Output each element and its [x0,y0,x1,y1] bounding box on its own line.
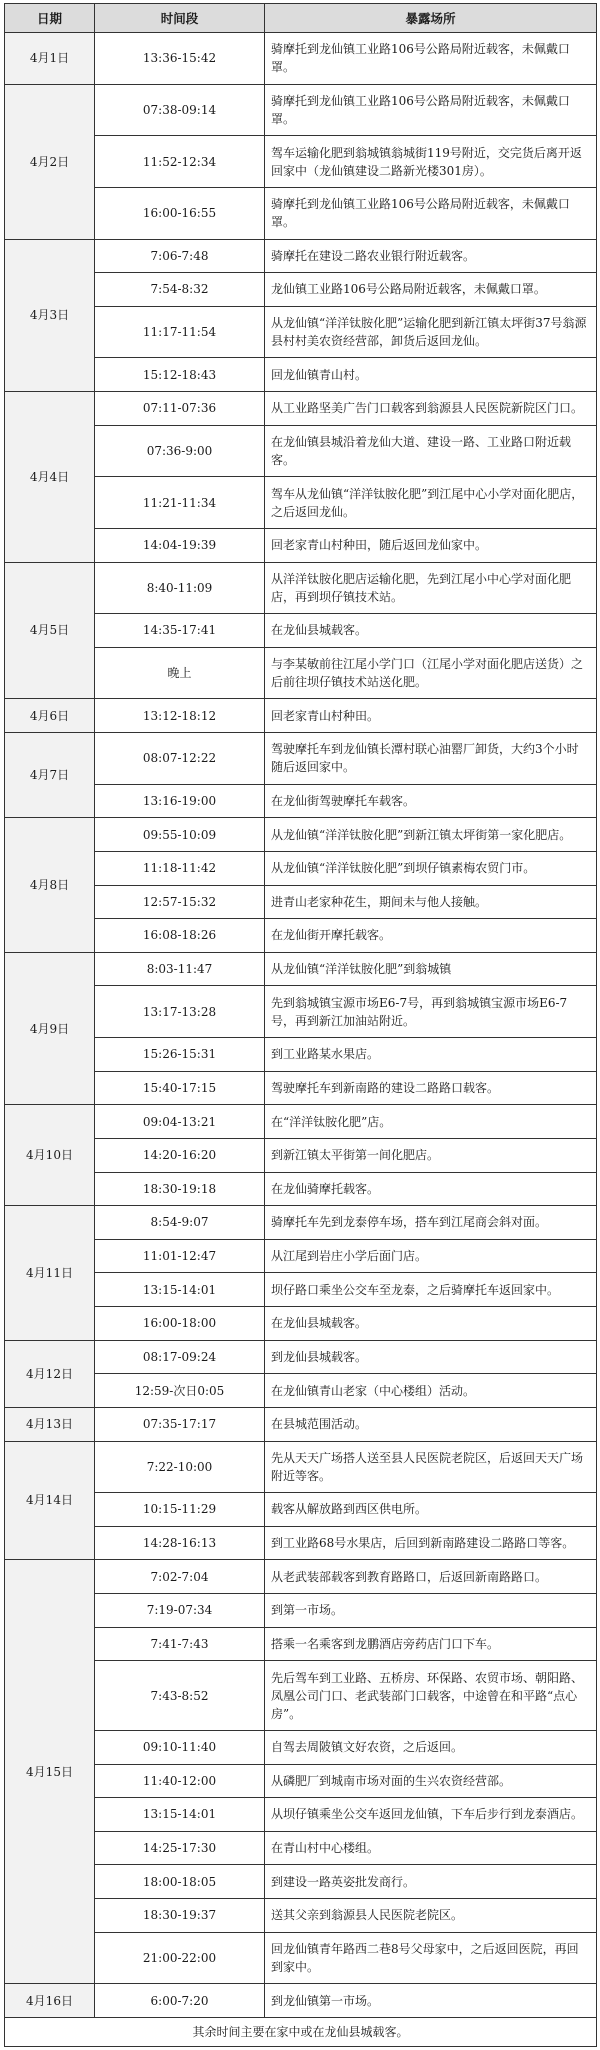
time-cell: 10:15-11:29 [95,1493,265,1527]
place-cell: 驾车运输化肥到翁城镇翁城街119号附近，交完货后离开返回家中（龙仙镇建设二路新光楼301房）。 [265,136,597,188]
table-row [5,1984,597,2018]
time-cell: 7:19-07:34 [95,1594,265,1628]
place-cell: 骑摩托到龙仙镇工业路106号公路局附近载客，未佩戴口罩。 [265,187,597,239]
date-cell: 4月9日 [5,952,95,1105]
place-cell: 驾驶摩托车到新南路的建设二路路口载客。 [265,1071,597,1105]
table-row [5,33,597,85]
header-time: 时间段 [95,4,265,33]
time-cell: 11:21-11:34 [95,477,265,529]
time-cell: 11:18-11:42 [95,851,265,885]
time-cell: 15:40-17:15 [95,1071,265,1105]
time-cell: 15:26-15:31 [95,1038,265,1072]
date-cell: 4月16日 [5,1984,95,2018]
time-cell: 15:12-18:43 [95,358,265,392]
place-cell: 载客从解放路到西区供电所。 [265,1493,597,1527]
time-cell: 09:04-13:21 [95,1105,265,1139]
place-cell: 驾驶摩托车到龙仙镇长潭村联心油罂厂卸货，大约3个小时随后返回家中。 [265,733,597,785]
place-cell: 驾车从龙仙镇“洋洋钛胺化肥”到江尾中心小学对面化肥店，之后返回龙仙。 [265,477,597,529]
header-row [5,4,597,33]
time-cell: 7:41-7:43 [95,1627,265,1661]
time-cell: 07:36-9:00 [95,425,265,477]
date-cell: 4月2日 [5,84,95,239]
footer-row [5,2017,597,2046]
time-cell: 14:35-17:41 [95,614,265,648]
time-cell: 07:38-09:14 [95,84,265,136]
place-cell: 从洋洋钛胺化肥店运输化肥，先到江尾小中心学对面化肥店，再到坝仔镇技术站。 [265,562,597,614]
date-cell: 4月13日 [5,1407,95,1441]
table-row [5,699,597,733]
place-cell: 搭乘一名乘客到龙鹏酒店旁药店门口下车。 [265,1627,597,1661]
table-row [5,562,597,614]
place-cell: 到工业路68号水果店，后回到新南路建设二路路口等客。 [265,1526,597,1560]
place-cell: 到新江镇太平街第一间化肥店。 [265,1138,597,1172]
place-cell: 从龙仙镇“洋洋钛胺化肥”到新江镇太坪街第一家化肥店。 [265,818,597,852]
place-cell: 从龙仙镇“洋洋钛胺化肥”到坝仔镇素梅农贸门市。 [265,851,597,885]
place-cell: 在龙仙街驾驶摩托车载客。 [265,784,597,818]
table-row [5,1441,597,1493]
place-cell: 在龙仙县城载客。 [265,1307,597,1341]
place-cell: 到龙仙县城载客。 [265,1340,597,1374]
table-row [5,1340,597,1374]
time-cell: 8:03-11:47 [95,952,265,986]
place-cell: 从工业路坚美广告门口载客到翁源县人民医院新院区门口。 [265,392,597,426]
time-cell: 8:54-9:07 [95,1206,265,1240]
time-cell: 09:55-10:09 [95,818,265,852]
time-cell: 13:16-19:00 [95,784,265,818]
place-cell: 在龙仙镇县城沿着龙仙大道、建设一路、工业路口附近载客。 [265,425,597,477]
place-cell: 到第一市场。 [265,1594,597,1628]
time-cell: 18:00-18:05 [95,1865,265,1899]
header-place: 暴露场所 [265,4,597,33]
footer-note: 其余时间主要在家中或在龙仙县城载客。 [5,2017,597,2046]
time-cell: 12:59-次日0:05 [95,1374,265,1408]
time-cell: 14:20-16:20 [95,1138,265,1172]
exposure-table [4,3,597,2047]
time-cell: 13:36-15:42 [95,33,265,85]
date-cell: 4月1日 [5,33,95,85]
time-cell: 08:17-09:24 [95,1340,265,1374]
place-cell: 在龙仙县城载客。 [265,614,597,648]
place-cell: 进青山老家种花生，期间未与他人接触。 [265,885,597,919]
place-cell: 在“洋洋钛胺化肥”店。 [265,1105,597,1139]
place-cell: 从龙仙镇“洋洋钛胺化肥”运输化肥到新江镇太坪街37号翁源县村村美农资经营部，卸货后返回龙仙。 [265,306,597,358]
time-cell: 11:52-12:34 [95,136,265,188]
table-row [5,1407,597,1441]
time-cell: 11:40-12:00 [95,1764,265,1798]
table-row [5,818,597,852]
place-cell: 从老武装部载客到教育路路口，后返回新南路路口。 [265,1560,597,1594]
place-cell: 到龙仙镇第一市场。 [265,1984,597,2018]
time-cell: 7:43-8:52 [95,1661,265,1731]
place-cell: 自驾去周陂镇文好农资，之后返回。 [265,1730,597,1764]
table-row [5,1560,597,1594]
table-row [5,733,597,785]
time-cell: 12:57-15:32 [95,885,265,919]
place-cell: 骑摩托到龙仙镇工业路106号公路局附近载客，未佩戴口罩。 [265,33,597,85]
time-cell: 07:11-07:36 [95,392,265,426]
time-cell: 18:30-19:37 [95,1899,265,1933]
place-cell: 在龙仙骑摩托载客。 [265,1172,597,1206]
time-cell: 13:15-14:01 [95,1273,265,1307]
time-cell: 7:54-8:32 [95,273,265,307]
date-cell: 4月8日 [5,818,95,953]
time-cell: 16:00-16:55 [95,187,265,239]
table-row [5,1105,597,1139]
time-cell: 14:28-16:13 [95,1526,265,1560]
date-cell: 4月10日 [5,1105,95,1206]
time-cell: 08:07-12:22 [95,733,265,785]
time-cell: 11:17-11:54 [95,306,265,358]
time-cell: 13:15-14:01 [95,1798,265,1832]
place-cell: 从龙仙镇“洋洋钛胺化肥”到翁城镇 [265,952,597,986]
place-cell: 从江尾到岩庄小学后面门店。 [265,1239,597,1273]
place-cell: 在龙仙街开摩托载客。 [265,919,597,953]
time-cell: 21:00-22:00 [95,1932,265,1984]
time-cell: 18:30-19:18 [95,1172,265,1206]
time-cell: 14:25-17:30 [95,1831,265,1865]
place-cell: 先从天天广场搭人送至县人民医院老院区，后返回天天广场附近等客。 [265,1441,597,1493]
time-cell: 7:06-7:48 [95,239,265,273]
place-cell: 回老家青山村种田。 [265,699,597,733]
place-cell: 坝仔路口乘坐公交车至龙泰，之后骑摩托车返回家中。 [265,1273,597,1307]
time-cell: 16:08-18:26 [95,919,265,953]
time-cell: 16:00-18:00 [95,1307,265,1341]
date-cell: 4月3日 [5,239,95,392]
place-cell: 送其父亲到翁源县人民医院老院区。 [265,1899,597,1933]
date-cell: 4月12日 [5,1340,95,1407]
place-cell: 骑摩托在建设二路农业银行附近载客。 [265,239,597,273]
place-cell: 回老家青山村种田，随后返回龙仙家中。 [265,528,597,562]
place-cell: 到建设一路英姿批发商行。 [265,1865,597,1899]
time-cell: 7:02-7:04 [95,1560,265,1594]
date-cell: 4月5日 [5,562,95,699]
place-cell: 在县城范围活动。 [265,1407,597,1441]
time-cell: 07:35-17:17 [95,1407,265,1441]
table-row [5,1206,597,1240]
header-date: 日期 [5,4,95,33]
place-cell: 回龙仙镇青年路西二巷8号父母家中，之后返回医院，再回到家中。 [265,1932,597,1984]
time-cell: 13:12-18:12 [95,699,265,733]
table-row [5,392,597,426]
time-cell: 11:01-12:47 [95,1239,265,1273]
time-cell: 6:00-7:20 [95,1984,265,2018]
time-cell: 13:17-13:28 [95,986,265,1038]
place-cell: 与李某敏前往江尾小学门口（江尾小学对面化肥店送货）之后前往坝仔镇技术站送化肥。 [265,647,597,699]
place-cell: 回龙仙镇青山村。 [265,358,597,392]
date-cell: 4月15日 [5,1560,95,1984]
date-cell: 4月4日 [5,392,95,563]
place-cell: 先到翁城镇宝源市场E6-7号，再到翁城镇宝源市场E6-7号，再到新江加油站附近。 [265,986,597,1038]
date-cell: 4月7日 [5,733,95,818]
date-cell: 4月14日 [5,1441,95,1560]
place-cell: 龙仙镇工业路106号公路局附近载客，未佩戴口罩。 [265,273,597,307]
time-cell: 8:40-11:09 [95,562,265,614]
place-cell: 从坝仔镇乘坐公交车返回龙仙镇，下车后步行到龙泰酒店。 [265,1798,597,1832]
table-row [5,239,597,273]
time-cell: 7:22-10:00 [95,1441,265,1493]
table-row [5,84,597,136]
place-cell: 骑摩托到龙仙镇工业路106号公路局附近载客，未佩戴口罩。 [265,84,597,136]
time-cell: 14:04-19:39 [95,528,265,562]
place-cell: 从磷肥厂到城南市场对面的生兴农资经营部。 [265,1764,597,1798]
date-cell: 4月6日 [5,699,95,733]
place-cell: 在青山村中心楼组。 [265,1831,597,1865]
table-row [5,952,597,986]
date-cell: 4月11日 [5,1206,95,1341]
time-cell: 晚上 [95,647,265,699]
place-cell: 先后驾车到工业路、五桥房、环保路、农贸市场、朝阳路、凤凰公司门口、老武装部门口载客，中途曾在和平路“点心房”。 [265,1661,597,1731]
place-cell: 到工业路某水果店。 [265,1038,597,1072]
time-cell: 09:10-11:40 [95,1730,265,1764]
place-cell: 骑摩托车先到龙泰停车场，搭车到江尾商会斜对面。 [265,1206,597,1240]
place-cell: 在龙仙镇青山老家（中心楼组）活动。 [265,1374,597,1408]
table-body [5,33,597,2018]
